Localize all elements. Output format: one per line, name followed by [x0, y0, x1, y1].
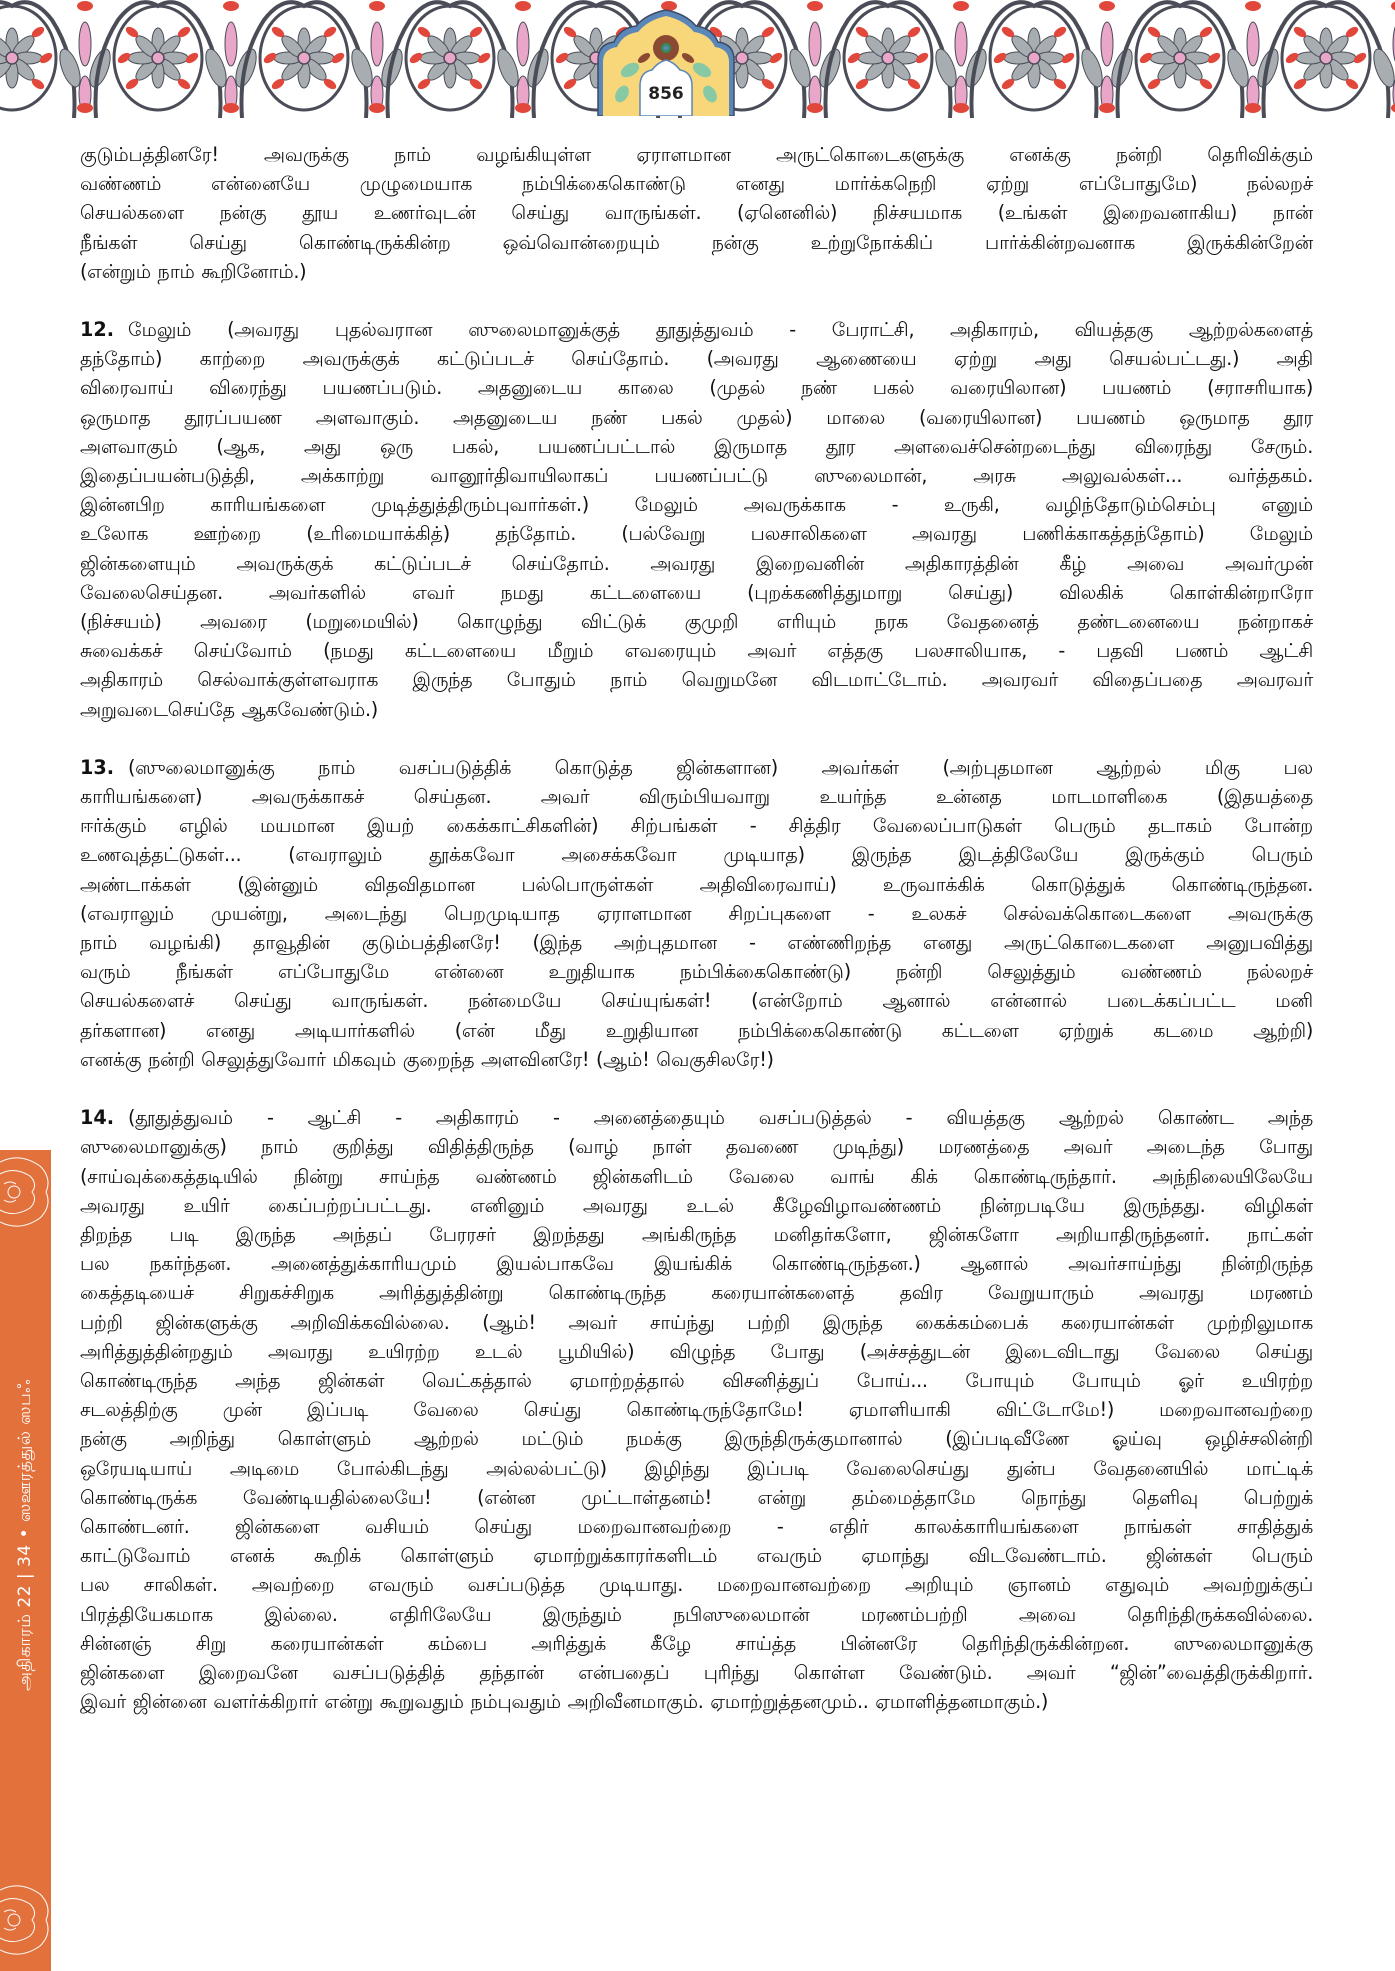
flower-center	[444, 52, 456, 64]
text-line	[80, 1395, 1313, 1424]
red-accent-petal	[1391, 103, 1395, 113]
text-line-content: பல சாலிகள். அவற்றை எவரும் வசப்படுத்த முடியாது. மறைவானவற்றை அறியும் ஞானம் எதுவும் அவற்றுக்குப்	[80, 1573, 1313, 1597]
text-line-content: ஒரேயடியாய் அடிமை போல்கிடந்து அல்லல்பட்டு) இழிந்து இப்படி வேலைசெய்து துன்ப வேதனையில் மாட்டிக்	[80, 1456, 1313, 1480]
text-line	[80, 519, 1313, 548]
text-line	[80, 1103, 1313, 1132]
text-line-content: ஜின்களை இறைவனே வசப்படுத்தித் தந்தான் என்பதைப் புரிந்து கொள்ள வேண்டும். அவர் “ஜின்”வைத்திருக்கிறார்.	[80, 1660, 1313, 1684]
text-line-content: தந்தோம்) காற்றை அவருக்குக் கட்டுப்படச் செய்தோம். (அவரது ஆணையை ஏற்று அது செயல்பட்டது.) அதி	[80, 347, 1313, 371]
text-line	[80, 140, 1313, 169]
red-accent-petal	[807, 103, 823, 113]
text-line	[80, 811, 1313, 840]
red-accent-petal	[953, 103, 969, 113]
verse-paragraph	[80, 753, 1313, 1074]
text-line-content: விரைவாய் விரைந்து பயணப்படும். அதனுடைய காலை (முதல் நண் பகல் வரையிலான) பயணம் (சராசரியாக)	[80, 376, 1313, 400]
text-line-content: வேலைசெய்தன. அவர்களில் எவர் நமது கட்டளையை (புறக்கணித்துமாறு செய்து) விலகிக் கொள்கின்றாரோ	[80, 580, 1313, 604]
flower-center	[6, 52, 18, 64]
text-line-content: கொண்டிருந்த அந்த ஜின்கள் வெட்கத்தால் ஏமாற்றத்தால் விசனித்துப் போய்... போயும் போயும் ஓர் உயிரற்ற	[80, 1368, 1313, 1392]
red-accent-petal	[515, 103, 531, 113]
text-line-content: (சாய்வுக்கைத்தடியில் நின்று சாய்ந்த வண்ணம் ஜின்களிடம் வேலை வாங் கிக் கொண்டிருந்தார். அந்நிலையிலேயே	[80, 1164, 1313, 1188]
text-line-content: ஜின்களையும் அவருக்குக் கட்டுப்படச் செய்தோம். அவரது இறைவனின் அதிகாரத்தின் கீழ் அவை அவர்முன்	[80, 551, 1313, 575]
page-body	[80, 140, 1313, 1745]
text-line-content: கொண்டனர். ஜின்களை வசியம் செய்து மறைவானவற்றை - எதிர் காலக்காரியங்களை நாங்கள் சாதித்துக்	[80, 1514, 1313, 1538]
text-line	[80, 1629, 1313, 1658]
text-line	[80, 1191, 1313, 1220]
text-line	[80, 315, 1313, 344]
text-line	[80, 1483, 1313, 1512]
pink-leaf	[1101, 22, 1113, 66]
text-line-content: அறுவடைசெய்தே ஆகவேண்டும்.)	[80, 697, 378, 721]
side-ornament-bottom	[0, 1880, 51, 1960]
text-line-content: அண்டாக்கள் (இன்னும் விதவிதமான பல்பொருள்கள் அதிவிரைவாய்) உருவாக்கிக் கொடுத்துக் கொண்டிருந்தன.	[80, 872, 1313, 896]
pink-leaf	[517, 22, 529, 66]
pink-leaf	[809, 22, 821, 66]
verse-number: 13.	[80, 755, 114, 779]
text-line-content: இதைப்பயன்படுத்தி, அக்காற்று வானூர்திவாயிலாகப் பயணப்பட்டு ஸுலைமான், அரசு அலுவல்கள்... வர்த்தகம்.	[80, 464, 1313, 488]
red-accent-petal	[223, 103, 239, 113]
verse-paragraph	[80, 1103, 1313, 1716]
red-accent-petal	[1099, 103, 1115, 113]
text-line	[80, 228, 1313, 257]
text-line	[80, 1658, 1313, 1687]
text-line-content: உணவுத்தட்டுகள்... (எவராலும் தூக்கவோ அசைக்கவோ முடியாத) இருந்த இடத்திலேயே இருக்கும் பெரும்	[80, 843, 1313, 867]
text-line	[80, 1600, 1313, 1629]
text-line-content: தர்களான) எனது அடியார்களில் (என் மீது உறுதியான நம்பிக்கைகொண்டு கட்டளை ஏற்றுக் கடமை ஆற்றி)	[80, 1018, 1313, 1042]
text-line-content: கொண்டிருக்க வேண்டியதில்லையே! (என்ன முட்டாள்தனம்! என்று தம்மைத்தாமே நொந்து தெளிவு பெற்றுக்	[80, 1485, 1313, 1509]
text-line	[80, 1308, 1313, 1337]
text-line-content: உலோக ஊற்றை (உரிமையாக்கித்) தந்தோம். (பல்வேறு பலசாலிகளை அவரது பணிக்காகத்தந்தோம்) மேலும்	[80, 522, 1313, 546]
text-line-content: ஈர்க்கும் எழில் மயமான இயற் கைக்காட்சிகளின்) சிற்பங்கள் - சித்திர வேலைப்பாடுகள் பெரும் தடாகம் போன்ற	[80, 814, 1313, 838]
text-line	[80, 1687, 1313, 1716]
text-line	[80, 928, 1313, 957]
text-line	[80, 1541, 1313, 1570]
text-line-content: அதிகாரம் செல்வாக்குள்ளவராக இருந்த போதும் நாம் வெறுமனே விடமாட்டோம். அவரவர் விதைப்பதை அவரவர்	[80, 668, 1313, 692]
red-accent-petal	[807, 1, 823, 11]
verse-number: 14.	[80, 1106, 114, 1130]
text-line-content: வரும் நீங்கள் எப்போதுமே என்னை உறுதியாக நம்பிக்கைகொண்டு) நன்றி செலுத்தும் வண்ணம் நல்லறச்	[80, 960, 1313, 984]
continuation-paragraph	[80, 140, 1313, 286]
verse-number: 12.	[80, 318, 114, 342]
red-accent-petal	[369, 1, 385, 11]
text-line-content: எனக்கு நன்றி செலுத்துவோர் மிகவும் குறைந்த அளவினரே! (ஆம்! வெகுசிலரே!)	[80, 1047, 774, 1071]
text-line-content: காட்டுவோம் எனக் கூறிக் கொள்ளும் ஏமாற்றுக்காரர்களிடம் எவரும் ஏமாந்து விடவேண்டாம். ஜின்கள் பெரும்	[80, 1544, 1313, 1568]
pink-leaf	[1247, 22, 1259, 66]
text-line	[80, 432, 1313, 461]
pink-leaf	[79, 22, 91, 66]
text-line	[80, 549, 1313, 578]
text-line-content: சடலத்திற்கு முன் இப்படி வேலை செய்து கொண்டிருந்தோமே! ஏமாளியாகி விட்டோமே!) மறைவானவற்றை	[80, 1398, 1313, 1422]
text-line	[80, 1570, 1313, 1599]
red-accent-petal	[1099, 1, 1115, 11]
text-line	[80, 1366, 1313, 1395]
text-line	[80, 665, 1313, 694]
pink-leaf	[955, 22, 967, 66]
pink-leaf	[371, 22, 383, 66]
flower-center	[298, 52, 310, 64]
text-line	[80, 461, 1313, 490]
text-line	[80, 607, 1313, 636]
red-accent-petal	[1391, 1, 1395, 11]
text-line-content: அரித்துத்தின்றதும் அவரது உயிரற்ற உடல் பூமியில்) விழுந்த போது (அச்சத்துடன் இடைவிடாது வேலை செய்து	[80, 1339, 1313, 1363]
flower-center	[882, 52, 894, 64]
text-line	[80, 1454, 1313, 1483]
text-line	[80, 490, 1313, 519]
text-line	[80, 986, 1313, 1015]
pink-leaf	[225, 22, 237, 66]
text-line	[80, 636, 1313, 665]
text-line	[80, 403, 1313, 432]
red-accent-petal	[223, 1, 239, 11]
grey-leaf	[1370, 46, 1395, 89]
text-line	[80, 695, 1313, 724]
text-line-content: ஸுலைமானுக்கு) நாம் குறித்து விதித்திருந்த (வாழ் நாள் தவணை முடிந்து) மரணத்தை அவர் அடைந்த போது	[80, 1135, 1313, 1159]
text-line-content: செயல்களைச் செய்து வாருங்கள். நன்மையே செய்யுங்கள்! (என்றோம் ஆனால் என்னால் படைக்கப்பட்ட மனி	[80, 989, 1313, 1013]
text-line-content: பிரத்தியேகமாக இல்லை. எதிரிலேயே இருந்தும் நபிஸுலைமான் மரணம்பற்றி அவை தெரிந்திருக்கவில்லை.	[80, 1602, 1313, 1626]
text-line-content: இவர் ஜின்னை வளர்க்கிறார் என்று கூறுவதும் நம்புவதும் அறிவீனமாகும். ஏமாற்றுத்தனமும்.. ஏமாளித்தனமாகும்.)	[80, 1690, 1049, 1714]
text-line-content: நீங்கள் செய்து கொண்டிருக்கின்ற ஒவ்வொன்றையும் நன்கு உற்றுநோக்கிப் பார்க்கின்றவனாக இருக்கின்றேன்	[80, 230, 1313, 254]
text-line-content: இன்னபிற காரியங்களை முடித்துத்திரும்புவார்கள்.) மேலும் அவருக்காக - உருகி, வழிந்தோடும்செம்பு எனும்	[80, 493, 1313, 517]
text-line	[80, 782, 1313, 811]
chapter-label: அதிகாரம் 22 | 34 • ஸஊரத்துல் ஸபஃ	[15, 1378, 35, 1692]
text-line	[80, 840, 1313, 869]
text-line	[80, 578, 1313, 607]
text-line	[80, 344, 1313, 373]
text-line-content: (ஸுலைமானுக்கு நாம் வசப்படுத்திக் கொடுத்த ஜின்களான) அவர்கள் (அற்புதமான ஆற்றல் மிகு பல	[128, 755, 1313, 779]
flower-center	[152, 52, 164, 64]
text-line	[80, 257, 1313, 286]
side-ornament-top	[0, 1152, 51, 1232]
red-accent-petal	[369, 103, 385, 113]
text-line-content: (எவராலும் முயன்று, அடைந்து பெறமுடியாத ஏராளமான சிறப்புகளை - உலகச் செல்வக்கொடைகளை அவருக்கு	[80, 901, 1313, 925]
text-line	[80, 373, 1313, 402]
text-line-content: நாம் வழங்கி) தாவூதின் குடும்பத்தினரே! (இந்த அற்புதமான - எண்ணிறந்த எனது அருட்கொடைகளை அனுபவித்து	[80, 931, 1313, 955]
verse-paragraph	[80, 315, 1313, 724]
text-line	[80, 753, 1313, 782]
text-line	[80, 899, 1313, 928]
text-line	[80, 198, 1313, 227]
red-accent-petal	[515, 1, 531, 11]
text-line-content: (என்றும் நாம் கூறினோம்.)	[80, 259, 307, 283]
text-line-content: (நிச்சயம்) அவரை (மறுமையில்) கொழுந்து விட்டுக் குமுறி எரியும் நரக வேதனைத் தண்டனையை நன்றாகச்	[80, 610, 1313, 634]
text-line-content: (தூதுத்துவம் - ஆட்சி - அதிகாரம் - அனைத்தையும் வசப்படுத்தல் - வியத்தகு ஆற்றல் கொண்ட அந்த	[128, 1106, 1313, 1130]
flower-center	[1320, 52, 1332, 64]
text-line	[80, 1162, 1313, 1191]
text-line-content: அளவாகும் (ஆக, அது ஒரு பகல், பயணப்பட்டால் இருமாத தூர அளவைச்சென்றடைந்து விரைந்து சேரும்.	[80, 434, 1313, 458]
red-accent-petal	[77, 1, 93, 11]
text-line	[80, 1337, 1313, 1366]
text-line-content: மேலும் (அவரது புதல்வரான ஸுலைமானுக்குத் தூதுத்துவம் - பேராட்சி, அதிகாரம், வியத்தகு ஆற்றல்களைத்	[128, 318, 1313, 342]
text-line	[80, 1132, 1313, 1161]
text-line-content: குடும்பத்தினரே! அவருக்கு நாம் வழங்கியுள்ள ஏராளமான அருட்கொடைகளுக்கு எனக்கு நன்றி தெரிவிக்கும்	[80, 143, 1313, 166]
text-line-content: பற்றி ஜின்களுக்கு அறிவிக்கவில்லை. (ஆம்! அவர் சாய்ந்து பற்றி இருந்த கைக்கம்பைக் கரையான்கள் முற்றிலுமாக	[80, 1310, 1313, 1334]
page-number: 856	[648, 84, 684, 104]
text-line	[80, 169, 1313, 198]
text-line	[80, 1278, 1313, 1307]
text-line-content: திறந்த படி இருந்த அந்தப் பேரரசர் இறந்தது அங்கிருந்த மனிதர்களோ, ஜின்களோ அறியாதிருந்தனர். நாட்கள்	[80, 1222, 1313, 1246]
text-line-content: சின்னஞ் சிறு கரையான்கள் கம்பை அரித்துக் கீழே சாய்த்த பின்னரே தெரிந்திருக்கின்றன. ஸுலைமானுக்கு	[80, 1631, 1313, 1655]
text-line-content: வண்ணம் என்னையே முழுமையாக நம்பிக்கைகொண்டு எனது மார்க்கநெறி ஏற்று எப்போதுமே) நல்லறச்	[80, 172, 1313, 196]
red-accent-petal	[77, 103, 93, 113]
text-line	[80, 1045, 1313, 1074]
text-line-content: கைத்தடியைச் சிறுகச்சிறுக அரித்துத்தின்று கொண்டிருந்த கரையான்களைத் தவிர வேறுயாரும் அவரது மரணம்	[80, 1281, 1313, 1305]
red-accent-petal	[953, 1, 969, 11]
text-line-content: காரியங்களை) அவருக்காகச் செய்தன. அவர் விரும்பியவாறு உயர்ந்த உன்னத மாடமாளிகை (இதயத்தை	[80, 785, 1313, 809]
flower-center	[1174, 52, 1186, 64]
text-line-content: பல நகர்ந்தன. அனைத்துக்காரியமும் இயல்பாகவே இயங்கிக் கொண்டிருந்தன.) ஆனால் அவர்சாய்ந்து நின்றிருந்த	[80, 1252, 1313, 1276]
text-line-content: ஒருமாத தூரப்பயண அளவாகும். அதனுடைய நண் பகல் முதல்) மாலை (வரையிலான) பயணம் ஒருமாத தூர	[80, 405, 1313, 429]
text-line	[80, 1249, 1313, 1278]
text-line-content: நன்கு அறிந்து கொள்ளும் ஆற்றல் மட்டும் நமக்கு இருந்திருக்குமானால் (இப்படிவீணே ஓய்வு ஒழிச்சலின்றி	[80, 1427, 1313, 1451]
text-line	[80, 1220, 1313, 1249]
text-line	[80, 1016, 1313, 1045]
text-line	[80, 957, 1313, 986]
red-accent-petal	[1245, 103, 1261, 113]
text-line-content: சுவைக்கச் செய்வோம் (நமது கட்டளையை மீறும் எவரையும் அவர் எத்தகு பலசாலியாக, - பதவி பணம் ஆட்சி	[80, 639, 1313, 663]
text-line-content: செயல்களை நன்கு தூய உணர்வுடன் செய்து வாருங்கள். (ஏனெனில்) நிச்சயமாக (உங்கள் இறைவனாகிய) நான்	[80, 201, 1313, 225]
text-line	[80, 1424, 1313, 1453]
red-accent-petal	[1245, 1, 1261, 11]
flower-center	[1028, 52, 1040, 64]
text-line-content: அவரது உயிர் கைப்பற்றப்பட்டது. எனினும் அவரது உடல் கீழேவிழாவண்ணம் நின்றபடியே இருந்தது. விழிகள்	[80, 1193, 1313, 1217]
text-line	[80, 870, 1313, 899]
text-line	[80, 1512, 1313, 1541]
